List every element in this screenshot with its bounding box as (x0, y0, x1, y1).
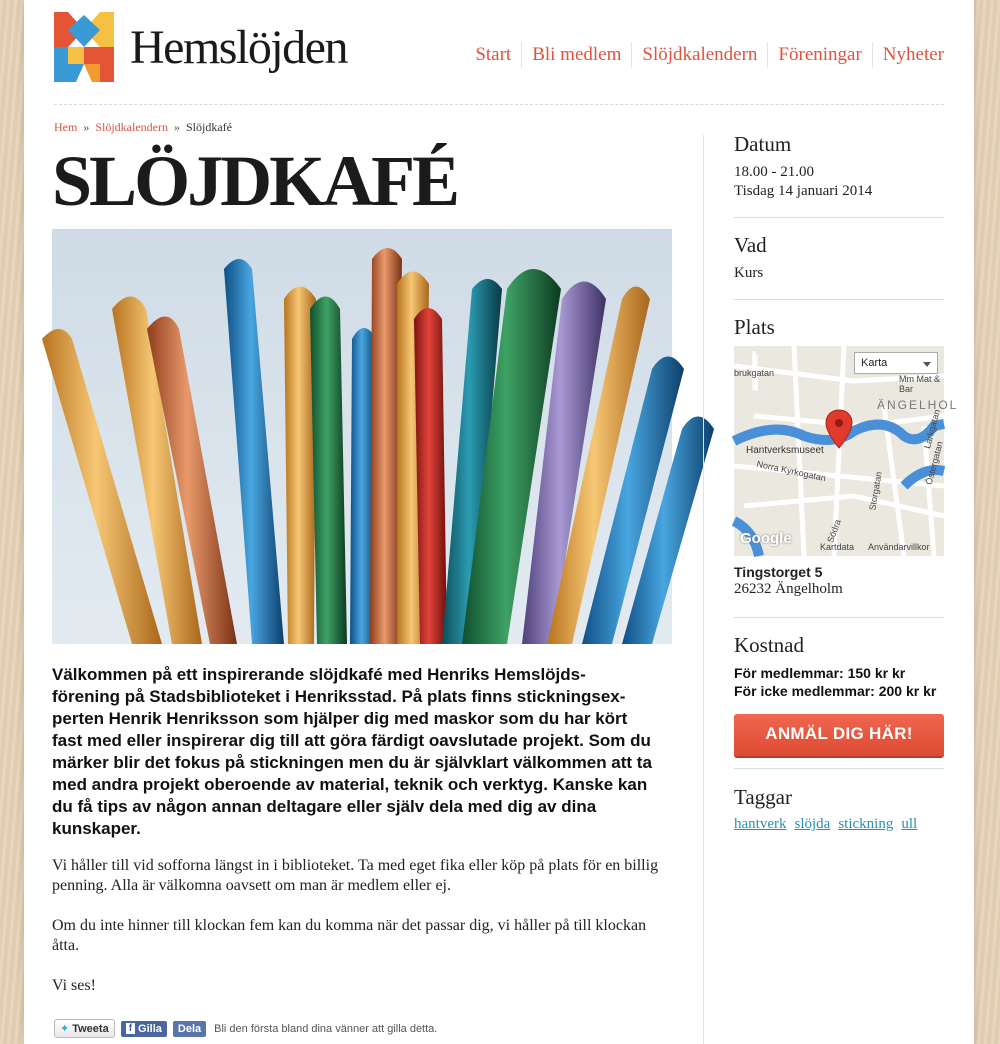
brand-name[interactable]: Hemslöjden (130, 21, 347, 74)
tag-link[interactable]: stickning (838, 816, 894, 832)
tweet-button[interactable] (54, 1019, 115, 1038)
article-paragraph-2: Om du inte hinner till klockan fem kan du komma när det passar dig, vi håller på till klockan åtta. (52, 917, 647, 954)
address-street: Tingstorget 5 (734, 564, 823, 580)
breadcrumb-separator: » (173, 120, 180, 134)
breadcrumb (54, 120, 232, 135)
map-data-link[interactable]: Kartdata (820, 542, 855, 552)
datum-heading: Datum (734, 132, 792, 156)
tweet-label: Tweeta (72, 1022, 109, 1035)
tag-link[interactable]: hantverk (734, 816, 787, 832)
sidebar-separator (734, 617, 944, 618)
google-logo: Google (740, 530, 792, 547)
datum-date: Tisdag 14 januari 2014 (734, 183, 873, 199)
facebook-like-button[interactable] (121, 1021, 167, 1037)
vad-heading: Vad (734, 233, 767, 257)
map-type-select[interactable] (854, 352, 938, 374)
sidebar-datum (734, 132, 944, 201)
page-title: SLÖJDKAFÉ (52, 141, 458, 221)
nav-nyheter[interactable]: Nyheter (872, 42, 944, 68)
sidebar-separator (734, 768, 944, 769)
nav-bli-medlem[interactable]: Bli medlem (521, 42, 631, 68)
social-share-bar (54, 1019, 437, 1038)
tag-list (734, 816, 944, 833)
vad-value: Kurs (734, 265, 764, 281)
article-paragraph-3: Vi ses! (52, 977, 96, 994)
address-city: 26232 Ängelholm (734, 581, 843, 597)
map-label-bar: Mm Mat & Bar (899, 374, 941, 394)
cost-members: För medlemmar: 150 kr kr (734, 665, 906, 681)
taggar-heading: Taggar (734, 785, 792, 809)
breadcrumb-section-link[interactable]: Slöjdkalendern (95, 120, 168, 134)
breadcrumb-home-link[interactable]: Hem (54, 120, 78, 134)
tag-link[interactable]: ull (901, 816, 918, 832)
map-label-museum: Hantverksmuseet (746, 445, 824, 456)
sidebar-vad (734, 233, 944, 283)
location-map[interactable] (734, 346, 959, 556)
sidebar-separator (734, 299, 944, 300)
map-label-area: ÄNGELHOL (877, 398, 959, 412)
article-lead: Välkommen på ett inspirerande slöjdkafé med Henriks Hemslöjds-förening på Stadsbiblioteket i Henriksstad. På plats finns stickningsex-perten Henrik Henriksson som hjälper dig med maskor som du har kört fast med eller inspirerar dig till att göra färdigt oavslutade projekt. Som du märker blir det fokus på stickningen men du är självklart välkommen att ta med andra projekt oberoende av material, teknik och verktyg. Kanske kan du få tips av någon annan deltagare eller själv dela med dig av dina kunskaper. (52, 665, 652, 838)
facebook-share-button[interactable]: Dela (173, 1021, 206, 1037)
map-label-street: Norra Kyrkogatan (755, 458, 827, 484)
map-label-street: Lärkgatan (922, 408, 943, 450)
header-divider (54, 104, 944, 105)
map-label-street: brukgatan (734, 368, 775, 378)
sidebar-kostnad (734, 633, 944, 700)
sidebar-divider (703, 135, 704, 1044)
facebook-like-note: Bli den första bland dina vänner att gilla detta. (214, 1022, 438, 1035)
breadcrumb-separator: » (83, 120, 90, 134)
chevron-down-icon (923, 362, 931, 367)
facebook-icon: f (126, 1023, 135, 1034)
nav-start[interactable]: Start (475, 44, 512, 65)
sidebar-plats (734, 315, 944, 346)
twitter-bird-icon: ✦ (60, 1023, 70, 1035)
page (24, 0, 974, 1044)
sidebar-address (734, 564, 944, 599)
main-nav (465, 42, 944, 68)
sidebar-taggar (734, 785, 944, 833)
map-label-street: Storgatan (867, 470, 884, 512)
tag-link[interactable]: slöjda (794, 816, 831, 832)
nav-foreningar[interactable]: Föreningar (767, 42, 871, 68)
like-label: Gilla (138, 1022, 162, 1035)
article-paragraph-1: Vi håller till vid sofforna längst in i biblioteket. Ta med eget fika eller köp på plats för en billig penning. Alla är välkomna oavsett om man är medlem eller ej. (52, 857, 659, 894)
register-button[interactable]: ANMÄL DIG HÄR! (734, 714, 944, 756)
datum-time: 18.00 - 21.00 (734, 164, 814, 180)
sidebar-separator (734, 217, 944, 218)
cost-nonmembers: För icke medlemmar: 200 kr kr (734, 683, 937, 699)
map-type-label: Karta (861, 357, 888, 369)
map-terms-link[interactable]: Användarvillkor (868, 542, 930, 552)
map-label-street: Södra (825, 517, 843, 545)
nav-slojdkalendern[interactable]: Slöjdkalendern (631, 42, 767, 68)
map-label-street: Östergatan (923, 440, 945, 486)
map-pin-icon[interactable] (826, 410, 852, 450)
kostnad-heading: Kostnad (734, 633, 804, 657)
hero-image-crochet-hooks (52, 229, 672, 644)
plats-heading: Plats (734, 315, 775, 339)
hemslojden-logo-icon[interactable] (54, 12, 114, 82)
breadcrumb-current: Slöjdkafé (185, 120, 232, 134)
